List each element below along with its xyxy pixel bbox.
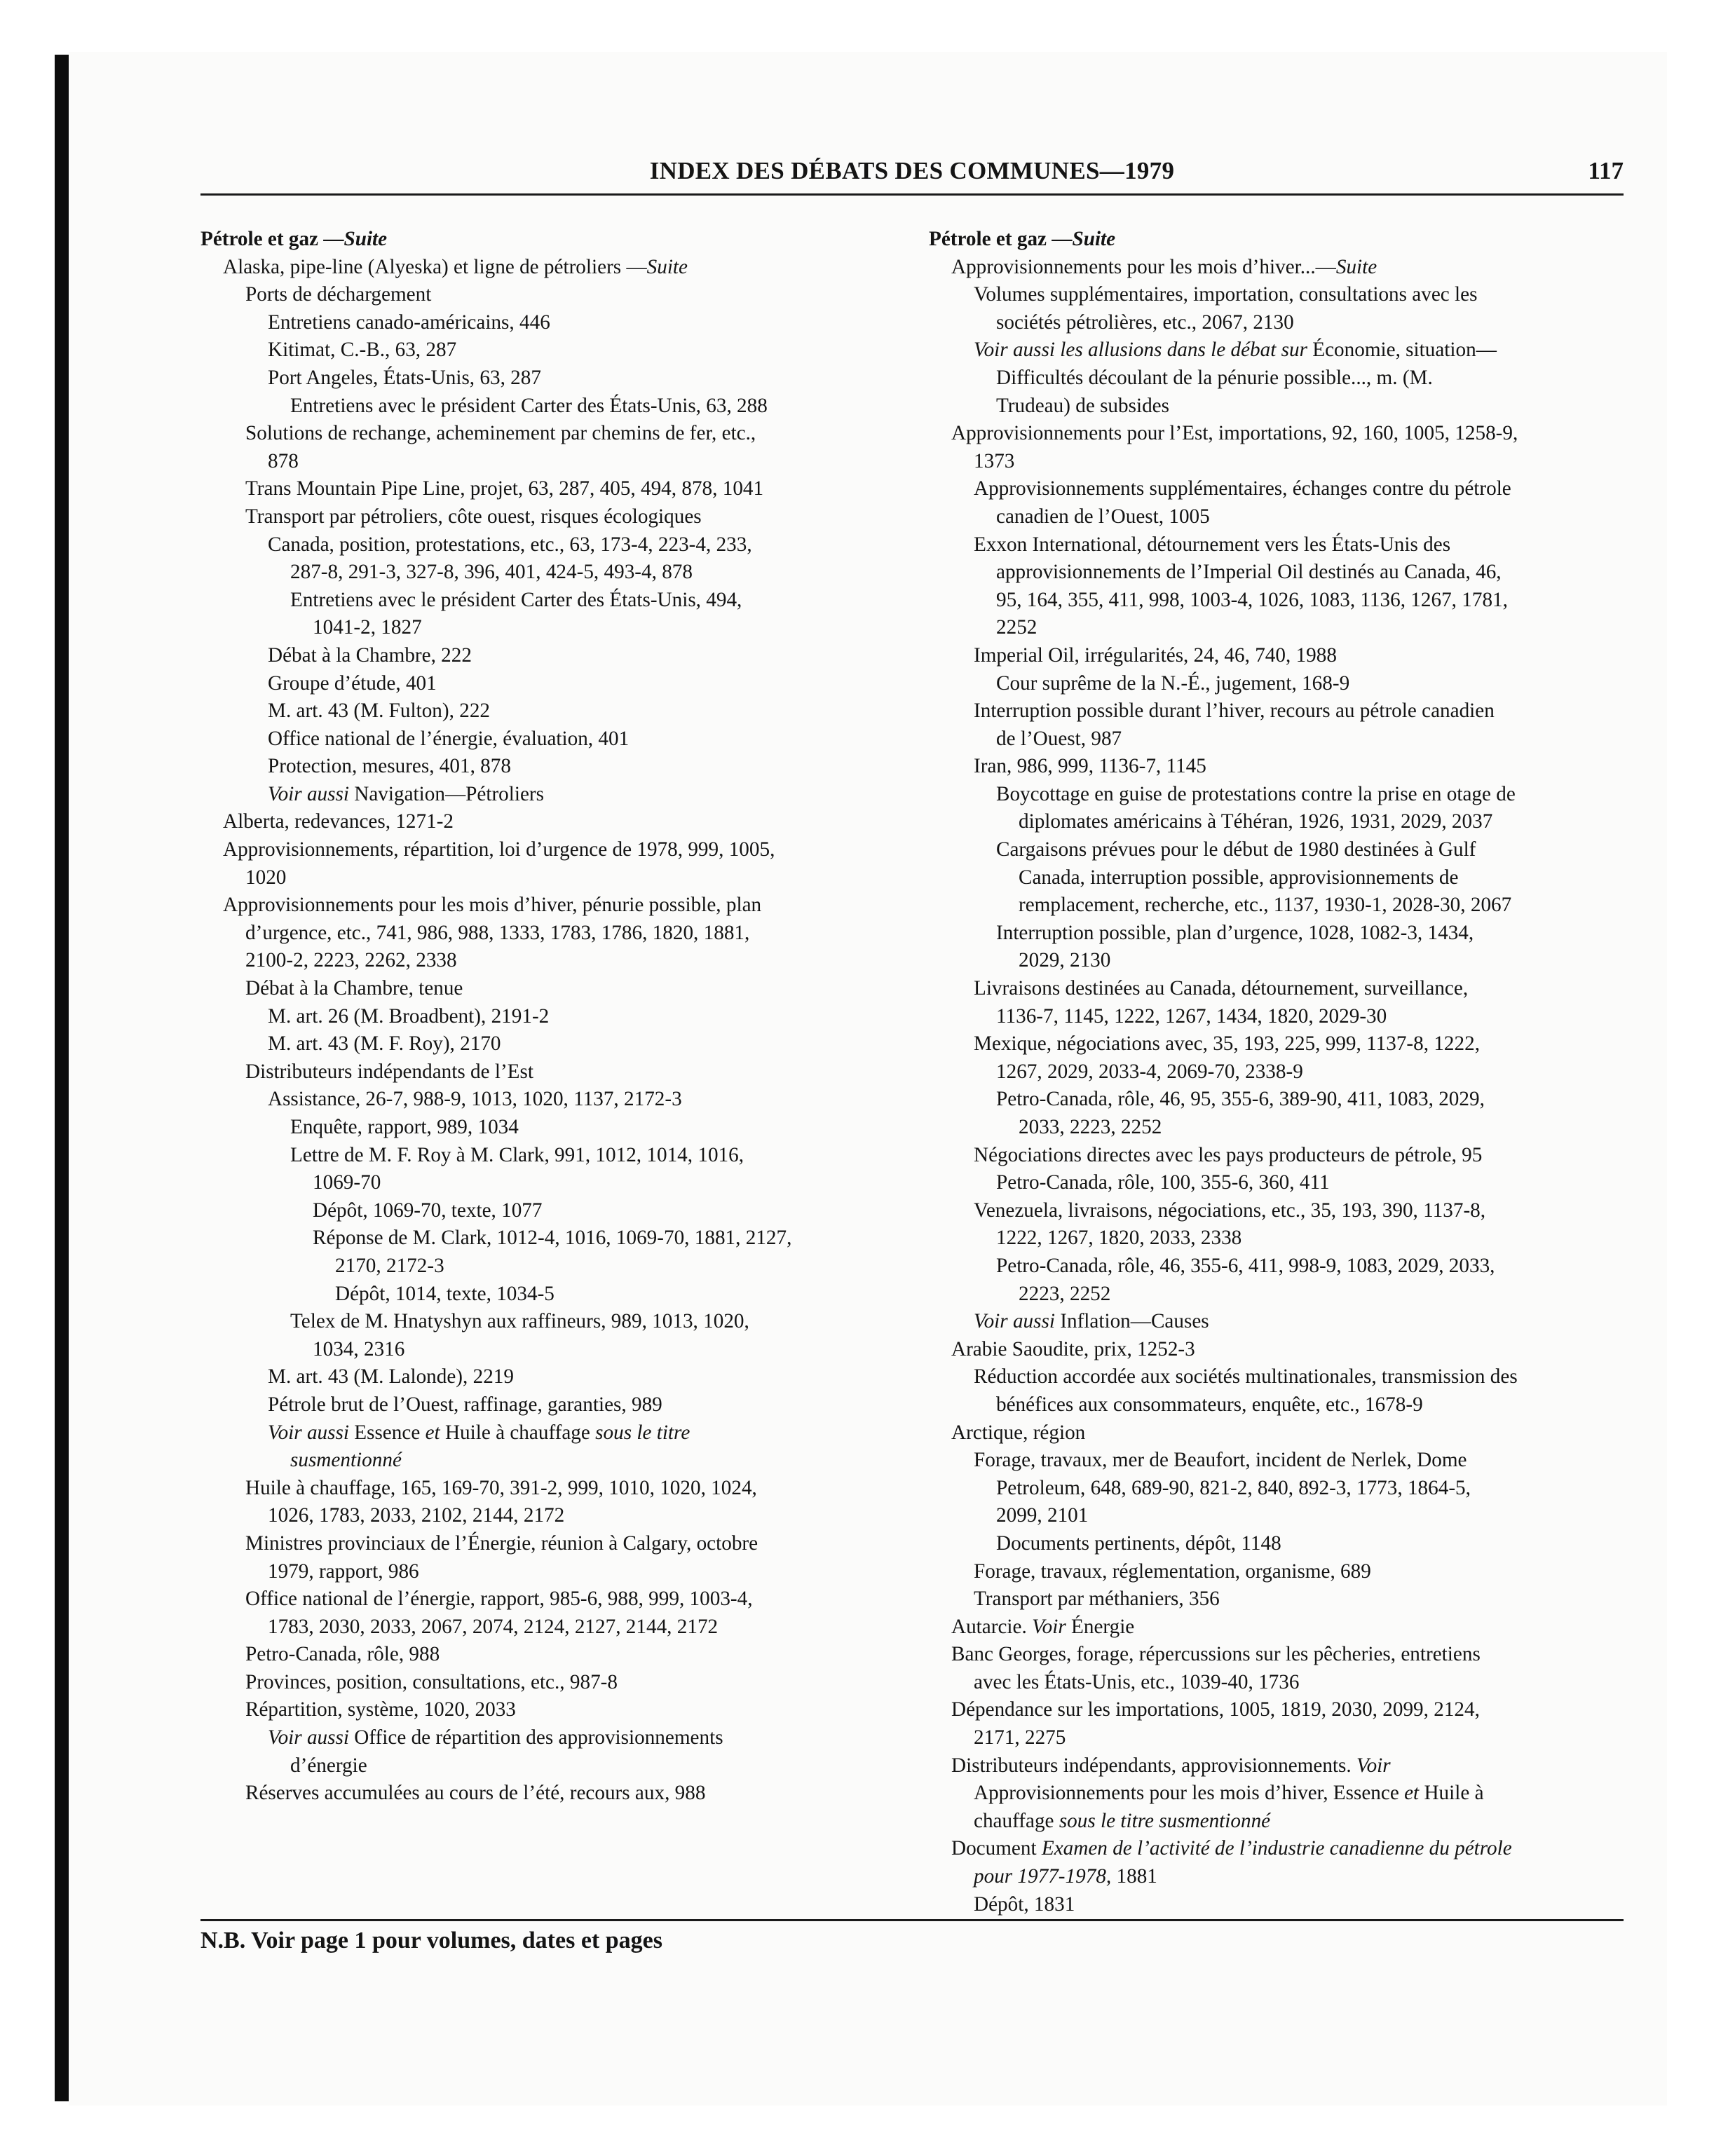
entry-text: Essence	[348, 1421, 426, 1444]
entry-text: Venezuela, livraisons, négociations, etc., 35, 193, 390, 1137-8,	[974, 1199, 1486, 1222]
entry-text: 2252	[996, 616, 1037, 639]
index-entry	[929, 808, 1630, 836]
index-entry	[929, 1336, 1630, 1364]
entry-text: Approvisionnements pour les mois d’hiver, pénurie possible, plan	[223, 894, 762, 917]
entry-text: Ports de déchargement	[245, 283, 432, 306]
entry-text: 1979, rapport, 986	[268, 1560, 419, 1583]
entry-text: Canada, position, protestations, etc., 63, 173-4, 223-4, 233,	[268, 533, 752, 556]
index-entry	[929, 559, 1630, 587]
index-entry	[200, 670, 901, 698]
italic-text: Suite	[1072, 228, 1116, 250]
index-entry	[929, 1391, 1630, 1419]
entry-text: Trudeau) de subsides	[996, 394, 1169, 417]
entry-text: 1041-2, 1827	[313, 616, 422, 639]
entry-text: Débat à la Chambre, tenue	[245, 977, 463, 1000]
index-entry	[929, 1835, 1630, 1863]
entry-text: Cour suprême de la N.-É., jugement, 168-9	[996, 671, 1350, 695]
entry-text: 95, 164, 355, 411, 998, 1003-4, 1026, 1083, 1136, 1267, 1781,	[996, 588, 1508, 611]
footer-rule	[200, 1919, 1624, 1921]
index-entry	[929, 947, 1630, 975]
entry-text: Pétrole brut de l’Ouest, raffinage, garanties, 989	[268, 1393, 662, 1416]
index-entry	[929, 254, 1630, 282]
index-entry	[929, 475, 1630, 503]
index-entry	[200, 1114, 901, 1142]
entry-text: M. art. 43 (M. Lalonde), 2219	[268, 1365, 514, 1389]
index-entry	[929, 1585, 1630, 1613]
index-entry	[200, 753, 901, 781]
index-entry	[200, 364, 901, 393]
index-entry	[929, 614, 1630, 642]
index-entry	[929, 1502, 1630, 1530]
entry-text: 2033, 2223, 2252	[1019, 1116, 1162, 1138]
entry-text: 2099, 2101	[996, 1504, 1089, 1527]
entry-text: Difficultés découlant de la pénurie possible..., m. (M.	[996, 366, 1433, 389]
entry-text: 2100-2, 2223, 2262, 2338	[245, 949, 457, 972]
index-entry	[200, 1530, 901, 1558]
index-entry	[200, 1502, 901, 1530]
entry-text: Arabie Saoudite, prix, 1252-3	[951, 1337, 1195, 1360]
index-entry	[929, 1253, 1630, 1281]
index-entry	[929, 1752, 1630, 1780]
index-entry	[929, 503, 1630, 531]
entry-text: Petro-Canada, rôle, 100, 355-6, 360, 411	[996, 1171, 1330, 1194]
index-entry	[200, 1142, 901, 1170]
index-entry	[929, 781, 1630, 809]
entry-text: Telex de M. Hnatyshyn aux raffineurs, 989, 1013, 1020,	[290, 1310, 749, 1333]
index-entry	[200, 309, 901, 337]
index-entry	[929, 1530, 1630, 1558]
index-entry	[929, 1224, 1630, 1253]
index-entry	[929, 1308, 1630, 1336]
index-entry	[929, 1281, 1630, 1309]
index-entry	[200, 642, 901, 670]
entry-text: Port Angeles, États-Unis, 63, 287	[268, 366, 541, 389]
entry-text: avec les États-Unis, etc., 1039-40, 1736	[974, 1670, 1300, 1693]
entry-text: Entretiens avec le président Carter des États-Unis, 63, 288	[290, 394, 768, 417]
entry-text: Dépendance sur les importations, 1005, 1819, 2030, 2099, 2124,	[951, 1698, 1480, 1721]
index-entry	[929, 1030, 1630, 1058]
entry-text: Approvisionnements, répartition, loi d’urgence de 1978, 999, 1005,	[223, 838, 775, 861]
entry-text: Réserves accumulées au cours de l’été, recours aux, 988	[245, 1782, 706, 1805]
index-entry	[200, 254, 901, 282]
index-entry	[200, 920, 901, 948]
index-entry	[200, 1308, 901, 1336]
entry-text: Dépôt, 1831	[974, 1892, 1075, 1916]
index-entry	[929, 642, 1630, 670]
footer-note: N.B. Voir page 1 pour volumes, dates et pages	[200, 1928, 662, 1953]
index-entry	[200, 1613, 901, 1642]
entry-text: 2223, 2252	[1019, 1282, 1111, 1305]
entry-text: Navigation—Pétroliers	[348, 782, 545, 805]
index-entry	[200, 1558, 901, 1586]
page-number: 117	[1588, 157, 1624, 184]
index-entry	[929, 1613, 1630, 1642]
index-entry	[929, 836, 1630, 864]
index-entry	[200, 475, 901, 503]
index-entry	[200, 1475, 901, 1503]
index-entry	[929, 1086, 1630, 1114]
scan-edge	[55, 55, 69, 2101]
entry-text: chauffage	[974, 1809, 1059, 1832]
entry-text: 1373	[974, 449, 1015, 472]
index-entry	[929, 1558, 1630, 1586]
entry-text: Alaska, pipe-line (Alyeska) et ligne de pétroliers —	[223, 255, 647, 278]
entry-text: Interruption possible, plan d’urgence, 1028, 1082-3, 1434,	[996, 921, 1474, 944]
italic-text: et	[425, 1421, 440, 1444]
index-entry	[929, 393, 1630, 421]
entry-text: 2170, 2172-3	[335, 1254, 444, 1277]
entry-text: Ministres provinciaux de l’Énergie, réunion à Calgary, octobre	[245, 1531, 758, 1555]
index-entry	[929, 1808, 1630, 1836]
index-entry	[200, 1058, 901, 1086]
index-entry	[200, 864, 901, 892]
index-entry	[200, 1585, 901, 1613]
index-entry	[200, 808, 901, 836]
index-entry	[929, 975, 1630, 1003]
italic-text: Suite	[646, 255, 688, 278]
index-heading	[200, 226, 901, 254]
italic-text: Suite	[343, 228, 388, 250]
index-entry	[200, 1197, 901, 1225]
index-entry	[929, 697, 1630, 725]
entry-text: Huile à	[1419, 1782, 1484, 1805]
entry-text: Réponse de M. Clark, 1012-4, 1016, 1069-70, 1881, 2127,	[313, 1227, 792, 1250]
entry-text: 287-8, 291-3, 327-8, 396, 401, 424-5, 493-4, 878	[290, 561, 693, 584]
entry-text: 1020	[245, 866, 287, 889]
entry-text: Interruption possible durant l’hiver, recours au pétrole canadien	[974, 700, 1495, 723]
index-entry	[200, 1281, 901, 1309]
entry-text: Document	[951, 1837, 1042, 1860]
italic-text: Voir aussi	[268, 782, 349, 805]
index-entry	[200, 587, 901, 615]
entry-text: Office de répartition des approvisionnements	[348, 1726, 723, 1749]
entry-text: Arctique, région	[951, 1421, 1086, 1444]
index-entry	[929, 309, 1630, 337]
index-entry	[200, 836, 901, 864]
entry-text: diplomates américains à Téhéran, 1926, 1931, 2029, 2037	[1019, 810, 1493, 833]
entry-text: Approvisionnements pour les mois d’hiver...—	[951, 255, 1336, 278]
entry-text: Transport par pétroliers, côte ouest, risques écologiques	[245, 505, 702, 528]
index-entry	[200, 559, 901, 587]
entry-text: Kitimat, C.-B., 63, 287	[268, 339, 457, 362]
index-entry	[200, 1003, 901, 1031]
index-entry	[929, 1447, 1630, 1475]
index-entry	[929, 892, 1630, 920]
entry-text: remplacement, recherche, etc., 1137, 1930-1, 2028-30, 2067	[1019, 894, 1512, 917]
index-entry	[200, 975, 901, 1003]
index-entry	[200, 1169, 901, 1197]
index-entry	[929, 1142, 1630, 1170]
italic-text: Voir aussi	[268, 1421, 349, 1444]
index-entry	[929, 1891, 1630, 1919]
index-entry	[929, 670, 1630, 698]
entry-text: Dépôt, 1069-70, texte, 1077	[313, 1199, 543, 1222]
entry-text: 1069-70	[313, 1171, 381, 1194]
entry-text: M. art. 26 (M. Broadbent), 2191-2	[268, 1004, 550, 1028]
entry-text: Petro-Canada, rôle, 46, 95, 355-6, 389-90, 411, 1083, 2029,	[996, 1088, 1485, 1111]
index-entry	[929, 1363, 1630, 1391]
entry-text: Inflation—Causes	[1054, 1310, 1209, 1333]
entry-text: Économie, situation—	[1307, 339, 1497, 362]
entry-text: Livraisons destinées au Canada, détournement, surveillance,	[974, 977, 1469, 1000]
index-entry	[929, 281, 1630, 309]
entry-text: Iran, 986, 999, 1136-7, 1145	[974, 755, 1206, 778]
italic-text: Examen de l’activité de l’industrie canadienne du pétrole	[1041, 1837, 1512, 1860]
index-heading	[929, 226, 1630, 254]
entry-text: Forage, travaux, réglementation, organisme, 689	[974, 1560, 1371, 1583]
index-entry	[200, 1696, 901, 1724]
index-entry	[200, 1336, 901, 1364]
italic-text: et	[1404, 1782, 1420, 1805]
index-entry	[929, 364, 1630, 393]
index-entry	[929, 920, 1630, 948]
index-entry	[929, 864, 1630, 892]
italic-text: Voir	[1032, 1615, 1066, 1638]
entry-text: Autarcie.	[951, 1615, 1033, 1638]
index-entry	[929, 725, 1630, 753]
index-entry	[200, 1030, 901, 1058]
entry-text: Solutions de rechange, acheminement par chemins de fer, etc.,	[245, 422, 756, 445]
index-entry	[929, 1058, 1630, 1086]
italic-text: Voir aussi les allusions dans le débat sur	[974, 339, 1307, 362]
entry-text: Petro-Canada, rôle, 988	[245, 1643, 440, 1666]
index-entry	[929, 1696, 1630, 1724]
index-entry	[200, 947, 901, 975]
entry-text: Réduction accordée aux sociétés multinationales, transmission des	[974, 1365, 1518, 1389]
entry-text: Entretiens avec le président Carter des États-Unis, 494,	[290, 588, 742, 611]
entry-text: Énergie	[1066, 1615, 1135, 1638]
index-entry	[929, 1114, 1630, 1142]
index-entry	[929, 1475, 1630, 1503]
index-entry	[929, 1641, 1630, 1669]
index-entry	[200, 781, 901, 809]
index-entry	[200, 281, 901, 309]
index-entry	[200, 1253, 901, 1281]
index-column-left	[200, 226, 901, 1808]
entry-text: Protection, mesures, 401, 878	[268, 755, 511, 778]
italic-text: Suite	[1335, 255, 1377, 278]
entry-text: 878	[268, 449, 299, 472]
index-entry	[200, 892, 901, 920]
index-entry	[929, 1780, 1630, 1808]
entry-text: 1222, 1267, 1820, 2033, 2338	[996, 1227, 1242, 1250]
entry-text: Approvisionnements pour les mois d’hiver, Essence	[974, 1782, 1405, 1805]
italic-text: sous le titre susmentionné	[1059, 1809, 1271, 1832]
entry-text: Documents pertinents, dépôt, 1148	[996, 1531, 1281, 1555]
entry-text: Petroleum, 648, 689-90, 821-2, 840, 892-3, 1773, 1864-5,	[996, 1476, 1471, 1499]
index-entry	[200, 393, 901, 421]
entry-text: Lettre de M. F. Roy à M. Clark, 991, 1012, 1014, 1016,	[290, 1143, 744, 1166]
italic-text: Voir aussi	[268, 1726, 349, 1749]
entry-text: 2171, 2275	[974, 1726, 1066, 1749]
entry-text: Banc Georges, forage, répercussions sur les pêcheries, entretiens	[951, 1643, 1481, 1666]
index-entry	[200, 1224, 901, 1253]
italic-text: susmentionné	[290, 1449, 402, 1472]
entry-text: Office national de l’énergie, rapport, 985-6, 988, 999, 1003-4,	[245, 1588, 753, 1611]
entry-text: 1136-7, 1145, 1222, 1267, 1434, 1820, 2029-30	[996, 1004, 1387, 1028]
italic-text: sous le titre	[595, 1421, 690, 1444]
entry-text: Canada, interruption possible, approvisionnements de	[1019, 866, 1459, 889]
index-entry	[200, 1669, 901, 1697]
index-entry	[929, 1724, 1630, 1752]
entry-text: sociétés pétrolières, etc., 2067, 2130	[996, 311, 1294, 334]
entry-text: Enquête, rapport, 989, 1034	[290, 1116, 519, 1138]
entry-text: Négociations directes avec les pays producteurs de pétrole, 95	[974, 1143, 1483, 1166]
entry-text: Forage, travaux, mer de Beaufort, incident de Nerlek, Dome	[974, 1449, 1467, 1472]
entry-text: de l’Ouest, 987	[996, 727, 1122, 750]
index-entry	[200, 503, 901, 531]
index-entry	[929, 1169, 1630, 1197]
entry-text: 1267, 2029, 2033-4, 2069-70, 2338-9	[996, 1060, 1303, 1083]
index-entry	[200, 1363, 901, 1391]
index-entry	[200, 1391, 901, 1419]
entry-text: Exxon International, détournement vers les États-Unis des	[974, 533, 1451, 556]
entry-text: Assistance, 26-7, 988-9, 1013, 1020, 1137, 2172-3	[268, 1088, 682, 1111]
italic-text: Voir aussi	[974, 1310, 1055, 1333]
index-entry	[200, 1641, 901, 1669]
entry-text: M. art. 43 (M. F. Roy), 2170	[268, 1032, 501, 1056]
entry-text: 1881	[1111, 1865, 1157, 1888]
index-entry	[200, 1447, 901, 1475]
entry-text: M. art. 43 (M. Fulton), 222	[268, 700, 491, 723]
entry-text: Cargaisons prévues pour le début de 1980 destinées à Gulf	[996, 838, 1476, 861]
entry-text: 1026, 1783, 2033, 2102, 2144, 2172	[268, 1504, 565, 1527]
entry-text: Entretiens canado-américains, 446	[268, 311, 550, 334]
entry-text: d’urgence, etc., 741, 986, 988, 1333, 1783, 1786, 1820, 1881,	[245, 921, 750, 944]
entry-text: Dépôt, 1014, texte, 1034-5	[335, 1282, 554, 1305]
entry-text: Distributeurs indépendants de l’Est	[245, 1060, 533, 1083]
entry-text: Répartition, système, 1020, 2033	[245, 1698, 516, 1721]
index-entry	[929, 1197, 1630, 1225]
italic-text: Voir	[1356, 1754, 1391, 1777]
entry-text: Volumes supplémentaires, importation, consultations avec les	[974, 283, 1478, 306]
index-entry	[929, 336, 1630, 364]
entry-text: 1034, 2316	[313, 1337, 405, 1360]
index-entry	[200, 420, 901, 448]
index-entry	[929, 420, 1630, 448]
index-entry	[200, 725, 901, 753]
entry-text: bénéfices aux consommateurs, enquête, etc., 1678-9	[996, 1393, 1423, 1416]
entry-text: Approvisionnements supplémentaires, échanges contre du pétrole	[974, 477, 1511, 500]
index-entry	[929, 531, 1630, 559]
index-entry	[200, 614, 901, 642]
index-entry	[200, 1752, 901, 1780]
entry-text: 1783, 2030, 2033, 2067, 2074, 2124, 2127, 2144, 2172	[268, 1615, 719, 1638]
index-entry	[929, 587, 1630, 615]
entry-text: Approvisionnements pour l’Est, importations, 92, 160, 1005, 1258-9,	[951, 422, 1518, 445]
page-title: INDEX DES DÉBATS DES COMMUNES—1979	[649, 157, 1175, 184]
italic-text: pour 1977-1978,	[974, 1865, 1112, 1888]
index-entry	[929, 1863, 1630, 1891]
entry-text: Petro-Canada, rôle, 46, 355-6, 411, 998-9, 1083, 2029, 2033,	[996, 1254, 1495, 1277]
index-entry	[929, 1419, 1630, 1447]
index-entry	[929, 1003, 1630, 1031]
entry-text: Huile à chauffage	[440, 1421, 596, 1444]
entry-text: Débat à la Chambre, 222	[268, 643, 472, 667]
entry-text: Huile à chauffage, 165, 169-70, 391-2, 999, 1010, 1020, 1024,	[245, 1476, 757, 1499]
entry-text: Imperial Oil, irrégularités, 24, 46, 740, 1988	[974, 643, 1337, 667]
entry-text: 2029, 2130	[1019, 949, 1111, 972]
entry-text: d’énergie	[290, 1754, 367, 1777]
index-entry	[200, 1086, 901, 1114]
page-header	[200, 157, 1624, 196]
entry-text: approvisionnements de l’Imperial Oil destinés au Canada, 46,	[996, 561, 1502, 584]
entry-text: Office national de l’énergie, évaluation, 401	[268, 727, 630, 750]
index-entry	[200, 697, 901, 725]
entry-text: Groupe d’étude, 401	[268, 671, 437, 695]
entry-text: Alberta, redevances, 1271-2	[223, 810, 454, 833]
entry-text: Boycottage en guise de protestations contre la prise en otage de	[996, 782, 1516, 805]
entry-text: Provinces, position, consultations, etc., 987-8	[245, 1670, 618, 1693]
index-entry	[200, 448, 901, 476]
index-entry	[929, 1669, 1630, 1697]
entry-text: Transport par méthaniers, 356	[974, 1588, 1220, 1611]
index-entry	[200, 1419, 901, 1447]
index-entry	[929, 753, 1630, 781]
entry-text: Trans Mountain Pipe Line, projet, 63, 287, 405, 494, 878, 1041	[245, 477, 764, 500]
entry-text: Pétrole et gaz —	[200, 228, 344, 250]
entry-text: Mexique, négociations avec, 35, 193, 225, 999, 1137-8, 1222,	[974, 1032, 1480, 1056]
entry-text: Pétrole et gaz —	[929, 228, 1073, 250]
index-entry	[200, 1780, 901, 1808]
entry-text: canadien de l’Ouest, 1005	[996, 505, 1210, 528]
entry-text: Distributeurs indépendants, approvisionnements.	[951, 1754, 1356, 1777]
index-entry	[200, 1724, 901, 1752]
index-entry	[929, 448, 1630, 476]
index-column-right	[929, 226, 1630, 1918]
index-entry	[200, 531, 901, 559]
index-entry	[200, 336, 901, 364]
